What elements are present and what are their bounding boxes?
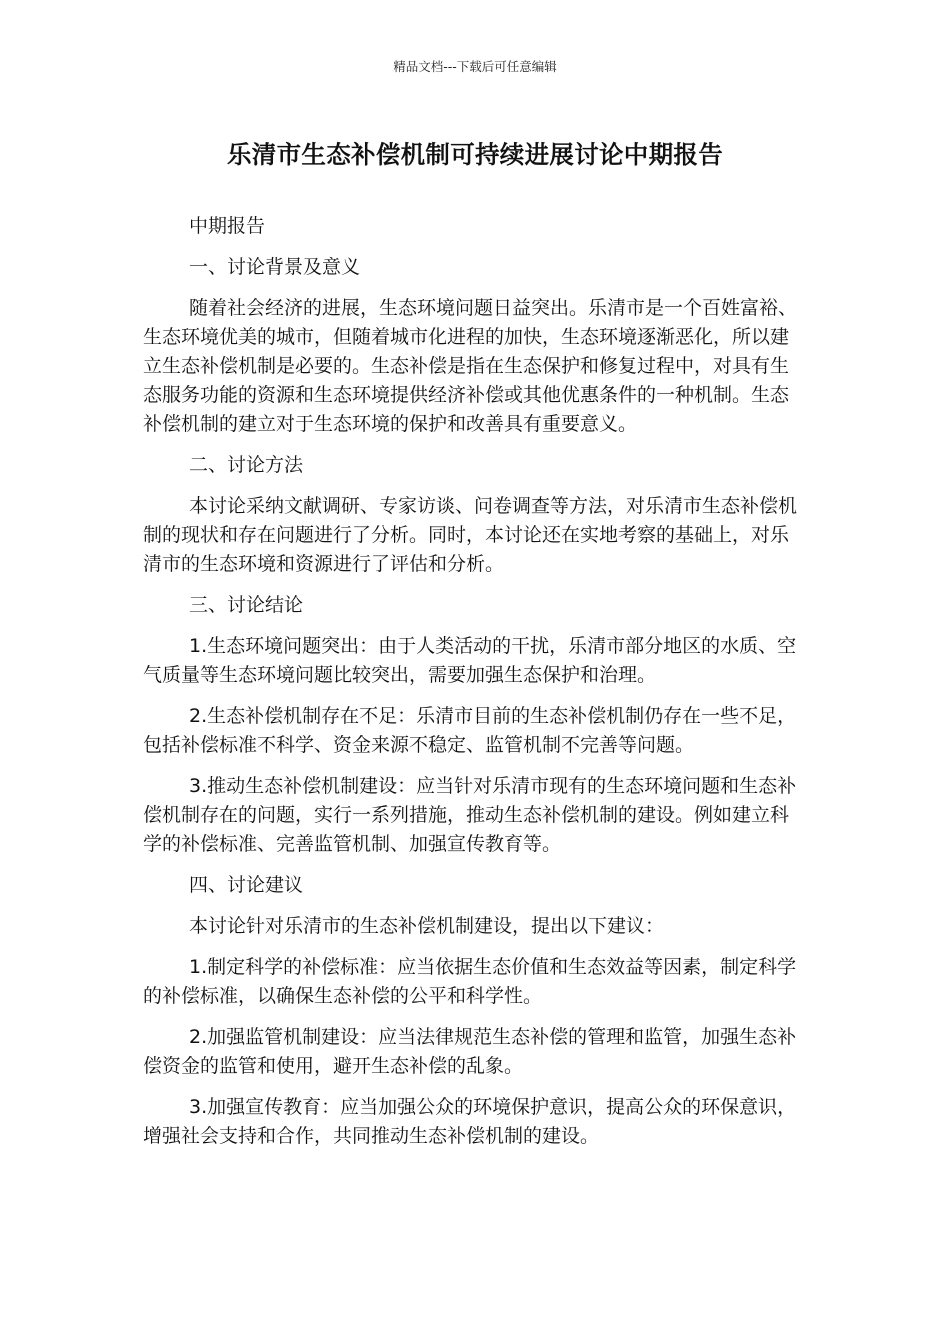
document-title: 乐清市生态补偿机制可持续进展讨论中期报告 (227, 140, 723, 169)
paragraph-conclusion-2: 2.生态补偿机制存在不足：乐清市目前的生态补偿机制仍存在一些不足，包括补偿标准不科学、资金来源不稳定、监管机制不完善等问题。 (143, 705, 797, 756)
paragraph-conclusion-3: 3.推动生态补偿机制建设：应当针对乐清市现有的生态环境问题和生态补偿机制存在的问题，实行一系列措施，推动生态补偿机制的建设。例如建立科学的补偿标准、完善监管机制、加强宣传教育等。 (143, 775, 797, 855)
paragraph-suggestion-1: 1.制定科学的补偿标准：应当依据生态价值和生态效益等因素，制定科学的补偿标准，以确保生态补偿的公平和科学性。 (143, 956, 797, 1007)
paragraph-conclusion-1: 1.生态环境问题突出：由于人类活动的干扰，乐清市部分地区的水质、空气质量等生态环境问题比较突出，需要加强生态保护和治理。 (143, 635, 797, 686)
document-body (143, 212, 803, 1163)
paragraph-suggestion-3: 3.加强宣传教育：应当加强公众的环境保护意识，提高公众的环保意识，增强社会支持和合作，共同推动生态补偿机制的建设。 (143, 1096, 797, 1147)
header-note: 精品文档---下载后可任意编辑 (393, 59, 557, 74)
section-heading-method: 二、讨论方法 (189, 454, 304, 476)
section-heading-conclusion: 三、讨论结论 (189, 594, 304, 616)
section-heading-suggestion: 四、讨论建议 (189, 874, 304, 896)
paragraph-suggestion-2: 2.加强监管机制建设：应当法律规范生态补偿的管理和监管，加强生态补偿资金的监管和使用，避开生态补偿的乱象。 (143, 1026, 797, 1077)
paragraph-method: 本讨论采纳文献调研、专家访谈、问卷调查等方法，对乐清市生态补偿机制的现状和存在问题进行了分析。同时，本讨论还在实地考察的基础上，对乐清市的生态环境和资源进行了评估和分析。 (143, 495, 798, 575)
section-heading-background: 一、讨论背景及意义 (189, 256, 361, 278)
paragraph-background: 随着社会经济的进展，生态环境问题日益突出。乐清市是一个百姓富裕、生态环境优美的城市，但随着城市化进程的加快，生态环境逐渐恶化，所以建立生态补偿机制是必要的。生态补偿是指在生态保护和修复过程中，对具有生态服务功能的资源和生态环境提供经济补偿或其他优惠条件的一种机制。生态补偿机制的建立对于生态环境的保护和改善具有重要意义。 (143, 297, 798, 435)
report-label: 中期报告 (189, 215, 266, 237)
paragraph-suggestion-intro: 本讨论针对乐清市的生态补偿机制建设，提出以下建议： (189, 915, 665, 937)
